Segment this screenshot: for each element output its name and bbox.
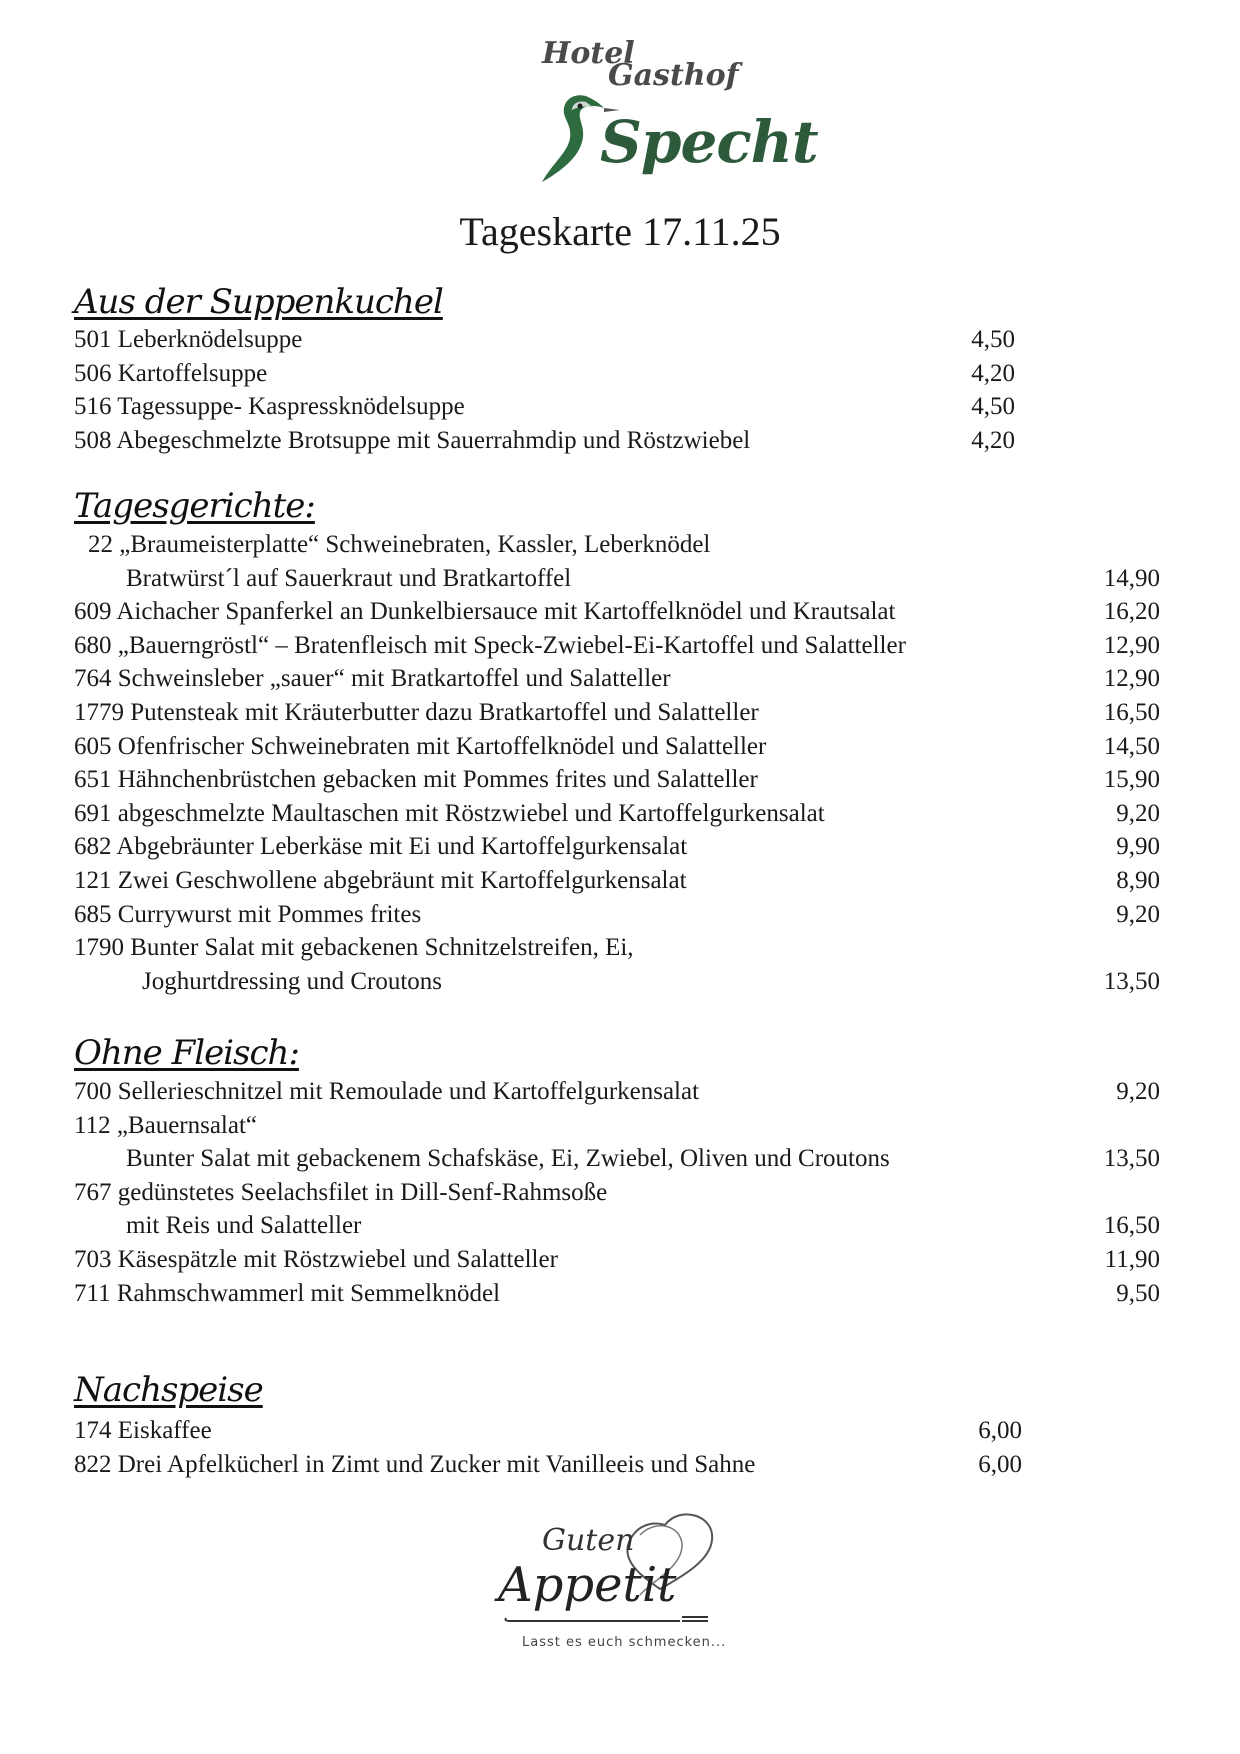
menu-item-price: 13,50	[1103, 967, 1160, 995]
section-title-daily: Tagesgerichte:	[74, 486, 315, 526]
menu-item-soups: 516 Tagessuppe- Kaspressknödelsuppe	[74, 393, 465, 421]
menu-item-price: 9,20	[1116, 1078, 1160, 1105]
menu-item-price: 15,90	[1103, 766, 1160, 794]
menu-item-vegetarian: 711 Rahmschwammerl mit Semmelknödel	[74, 1279, 501, 1307]
menu-item-daily: 682 Abgebräunter Leberkäse mit Ei und Kartoffelgurkensalat	[74, 833, 688, 861]
menu-item-price: 16,50	[1103, 1212, 1160, 1240]
menu-item-vegetarian: 700 Sellerieschnitzel mit Remoulade und Kartoffelgurkensalat	[74, 1078, 700, 1105]
menu-item-price: 6,00	[978, 1450, 1022, 1478]
menu-item-soups: 501 Leberknödelsuppe	[74, 326, 303, 353]
menu-item-price: 9,90	[1116, 833, 1160, 861]
menu-item-price: 8,90	[1116, 867, 1160, 894]
menu-item-daily: 691 abgeschmelzte Maultaschen mit Röstzwiebel und Kartoffelgurkensalat	[74, 799, 825, 827]
menu-item-price: 4,50	[971, 326, 1015, 353]
menu-item-daily: 1779 Putensteak mit Kräuterbutter dazu Bratkartoffel und Salatteller	[74, 699, 759, 726]
section-title-dessert: Nachspeise	[74, 1370, 263, 1410]
menu-item-daily: 680 „Bauerngröstl“ – Bratenfleisch mit Speck-Zwiebel-Ei-Kartoffel und Salatteller	[74, 631, 906, 659]
page-title: Tageskarte 17.11.25	[459, 209, 781, 254]
menu-item-price: 4,50	[971, 393, 1015, 421]
menu-item-daily: 764 Schweinsleber „sauer“ mit Bratkartoffel und Salatteller	[74, 665, 671, 693]
menu-item-vegetarian: 703 Käsespätzle mit Röstzwiebel und Salatteller	[74, 1246, 558, 1273]
footer-logo	[490, 1505, 760, 1655]
menu-item-price: 6,00	[978, 1417, 1022, 1444]
section-title-vegetarian: Ohne Fleisch:	[74, 1033, 299, 1073]
menu-item-price: 16,20	[1103, 598, 1160, 626]
menu-item-daily: 22 „Braumeisterplatte“ Schweinebraten, Kassler, Leberknödel	[88, 531, 711, 558]
menu-item-price: 12,90	[1103, 631, 1160, 659]
footer-appetit-text: Appetit	[498, 1557, 677, 1613]
footer-slogan: Lasst es euch schmecken...	[522, 1635, 727, 1650]
menu-item-price: 12,90	[1103, 665, 1160, 693]
logo-specht-text: Specht	[600, 108, 818, 176]
menu-item-dessert: 822 Drei Apfelkücherl in Zimt und Zucker mit Vanilleeis und Sahne	[74, 1450, 756, 1478]
menu-item-daily: 121 Zwei Geschwollene abgebräunt mit Kartoffelgurkensalat	[74, 867, 687, 894]
menu-item-vegetarian: 767 gedünstetes Seelachsfilet in Dill-Senf-Rahmsoße	[74, 1178, 608, 1206]
menu-item-daily: 651 Hähnchenbrüstchen gebacken mit Pommes frites und Salatteller	[74, 766, 758, 794]
menu-item-soups: 508 Abegeschmelzte Brotsuppe mit Sauerrahmdip und Röstzwiebel	[74, 426, 751, 454]
menu-item-dessert: 174 Eiskaffee	[74, 1417, 212, 1444]
menu-item-soups: 506 Kartoffelsuppe	[74, 359, 268, 387]
menu-item-price: 9,20	[1116, 900, 1160, 928]
menu-item-price: 14,50	[1103, 732, 1160, 760]
menu-item-price: 16,50	[1103, 699, 1160, 726]
menu-item-daily: 605 Ofenfrischer Schweinebraten mit Kartoffelknödel und Salatteller	[74, 732, 767, 760]
menu-item-daily: Joghurtdressing und Croutons	[142, 967, 442, 995]
footer-guten-text: Guten	[542, 1523, 635, 1558]
menu-item-price: 13,50	[1103, 1145, 1160, 1173]
section-title-soups: Aus der Suppenkuchel	[74, 282, 443, 322]
menu-item-price: 4,20	[971, 426, 1015, 454]
hotel-logo	[520, 28, 818, 198]
menu-item-price: 9,50	[1116, 1279, 1160, 1307]
logo-gasthof-text: Gasthof	[608, 58, 739, 93]
menu-item-daily: 1790 Bunter Salat mit gebackenen Schnitzelstreifen, Ei,	[74, 934, 634, 962]
menu-item-daily: 685 Currywurst mit Pommes frites	[74, 900, 422, 928]
menu-item-daily: Bratwürst´l auf Sauerkraut und Bratkartoffel	[126, 564, 572, 592]
menu-item-price: 4,20	[971, 359, 1015, 387]
menu-item-vegetarian: mit Reis und Salatteller	[126, 1212, 362, 1240]
menu-item-daily: 609 Aichacher Spanferkel an Dunkelbiersauce mit Kartoffelknödel und Krautsalat	[74, 598, 896, 626]
menu-item-price: 14,90	[1103, 564, 1160, 592]
menu-item-price: 9,20	[1116, 799, 1160, 827]
menu-item-vegetarian: Bunter Salat mit gebackenem Schafskäse, Ei, Zwiebel, Oliven und Croutons	[126, 1145, 890, 1173]
menu-item-price: 11,90	[1104, 1246, 1160, 1273]
menu-item-vegetarian: 112 „Bauernsalat“	[74, 1111, 258, 1139]
logo-hotel-text: Hotel	[542, 36, 635, 71]
